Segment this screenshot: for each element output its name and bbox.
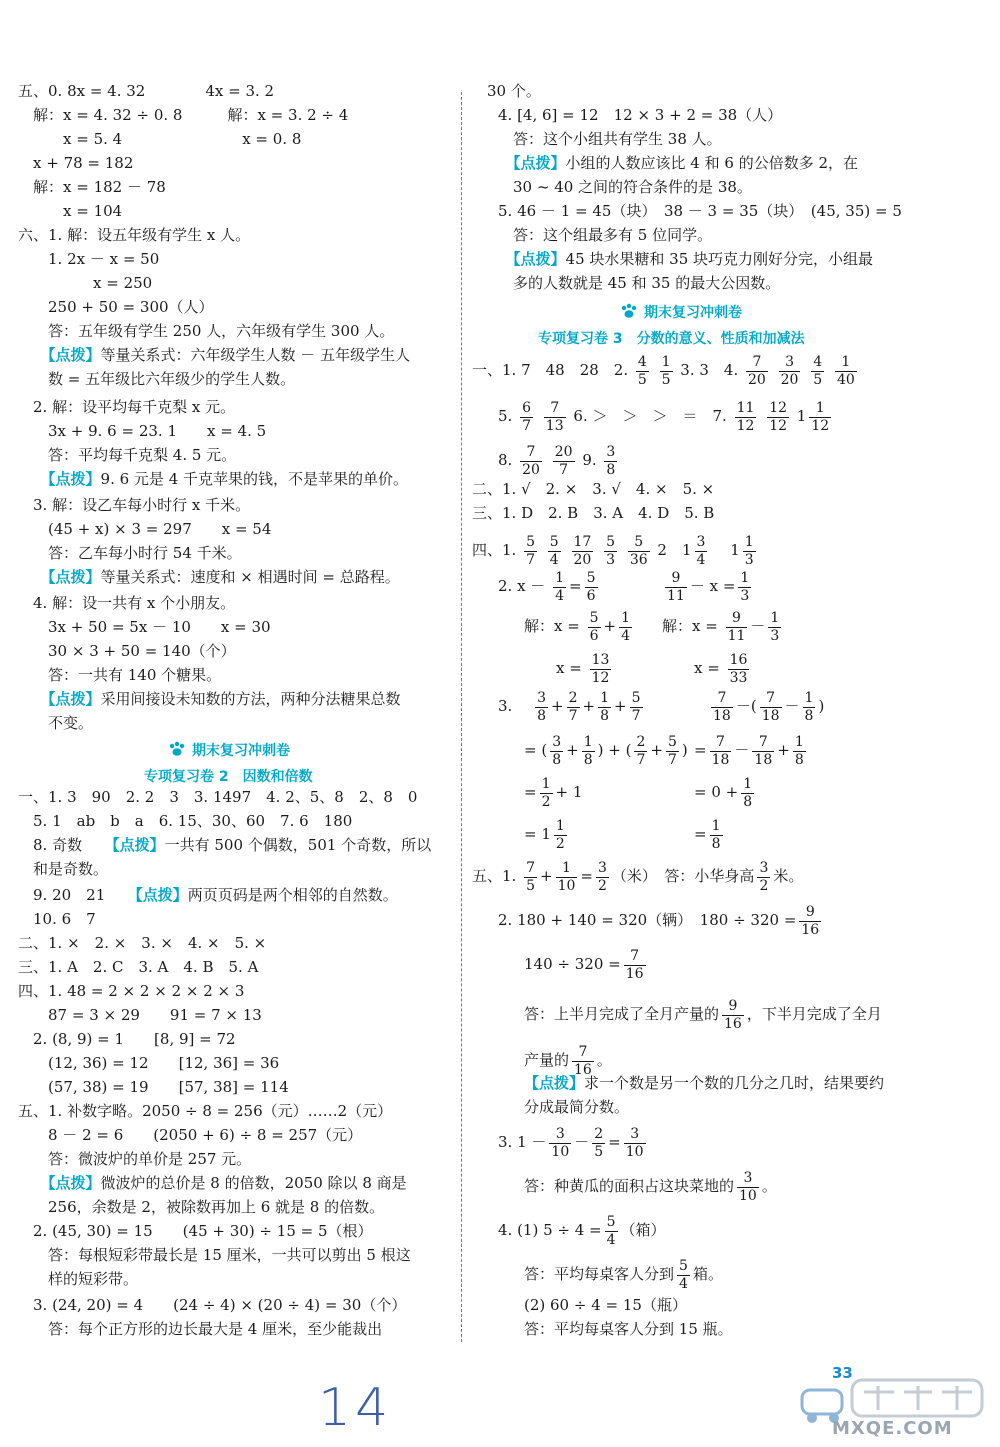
tip-text: 等量关系式：六年级学生人数 － 五年级学生人 [100,346,411,364]
answer-line: 五、1. 补数字略。2050 ÷ 8 = 256（元）……2（元） [18,1102,393,1120]
eq-line: 250 + 50 = 300（人） [18,298,214,316]
answer-line: 四、1. 48 = 2 × 2 × 2 × 2 × 3 [18,982,245,1000]
answer-row: $\frac{9}{11}$ － x = $\frac{1}{3}$ [667,569,750,604]
answer-text: 产量的 [524,1051,570,1069]
answer-text: （箱） [620,1221,666,1239]
watermark-text: MXQE.COM [832,1418,953,1439]
tip-line [18,1172,407,1194]
fraction: $\frac{4}{5}$ [637,353,647,388]
answer-row [498,900,824,940]
tip-label: 【点拨】 [135,886,188,904]
fraction: $\frac{7}{16}$ [625,947,644,982]
fraction: $\frac{7}{18}$ [761,689,780,724]
answer-row [556,648,614,688]
answer-text: 9. 20 21 [18,886,106,904]
answer-line: (12, 36) = 12 [12, 36] = 36 [18,1054,280,1072]
tip-line: 多的人数就是 45 和 35 的最大公因数。 [498,274,781,292]
handwritten-page-number: 14 [318,1378,393,1438]
answer-text: （米） 答：小华身高 [611,867,755,885]
answer-line: 10. 6 7 [18,910,96,928]
eq-line: 五、0. 8x = 4. 32 4x = 3. 2 [18,82,275,100]
tip-label: 【点拨】 [513,154,566,172]
fraction: $\frac{7}{5}$ [526,859,536,894]
heading-text: 期末复习冲刺卷 [192,743,290,759]
tip-line [18,566,400,588]
answer-text: 答：种黄瓜的面积占这块菜地的 [524,1177,735,1195]
fraction: $\frac{3}{10}$ [551,1125,570,1160]
fraction: $\frac{1}{5}$ [661,353,671,388]
answer-row: 2. x － $\frac{1}{4}$ = $\frac{5}{6}$ [498,569,596,604]
tip-line: 256，余数是 2，被除数再加上 6 就是 8 的倍数。 [18,1198,385,1216]
answer-text: 8. [498,451,513,469]
tip-line: 数 = 五年级比六年级少的学生人数。 [18,370,296,388]
answer-text: 140 ÷ 320 = [524,955,621,973]
fraction: $\frac{1}{12}$ [811,399,830,434]
fraction: $\frac{3}{8}$ [606,443,616,478]
fraction: $\frac{5}{4}$ [606,1213,616,1248]
answer-row [694,648,752,688]
answer-line: 六、1. 解：设五年级有学生 x 人。 [18,226,251,244]
eq-line: 1. 2x － x = 50 [18,250,160,268]
answer-line: 二、1. × 2. × 3. × 4. × 5. × [18,934,267,952]
answer-row: = $\frac{1}{2}$ + 1 [524,775,583,810]
answer-line: 答：微波炉的单价是 257 元。 [18,1150,252,1168]
answer-text: 4. (1) 5 ÷ 4 = [498,1221,602,1239]
fraction: $\frac{7}{18}$ [713,689,731,724]
fraction: $\frac{1}{4}$ [621,609,630,644]
answer-line: 87 = 3 × 29 91 = 7 × 13 [18,1006,262,1024]
eq-line: x + 78 = 182 [18,154,134,172]
fraction: $\frac{3}{2}$ [759,859,769,894]
answer-text: x = [694,659,720,677]
tip-text: 微波炉的总价是 8 的倍数，2050 除以 8 商是 [100,1174,407,1192]
answer-line: 一、1. 3 90 2. 2 3 3. 1497 4. 2、5、8 2、8 0 [18,788,418,806]
answer-text: 8. 奇数 [18,836,83,854]
fraction: $\frac{1}{10}$ [557,859,576,894]
tip-text: 9. 6 元是 4 千克苹果的钱，不是苹果的单价。 [100,470,409,488]
eq-line: (45 + x) × 3 = 297 x = 54 [18,520,272,538]
answer-line: 答：这个小组共有学生 38 人。 [498,130,722,148]
answer-row [694,814,726,854]
answer-line [18,884,398,906]
answer-text: 五、1. [472,867,517,885]
fraction: $\frac{9}{11}$ [667,569,685,604]
tip-label: 【点拨】 [513,250,566,268]
answer-text: 5. [498,407,513,425]
fraction: $\frac{1}{2}$ [541,775,551,810]
answer-line: 4. 解：设一共有 x 个小朋友。 [18,594,236,612]
answer-line: 答：一共有 140 个糖果。 [18,666,222,684]
answer-line: 答：五年级有学生 250 人，六年级有学生 300 人。 [18,322,395,340]
answer-line: 三、1. D 2. B 3. A 4. D 5. B [472,504,715,522]
answer-text: 箱。 [692,1265,723,1283]
answer-row [524,1254,723,1294]
tip-line [18,344,410,366]
answer-text: 解：x = [662,617,718,635]
fraction: $\frac{2}{5}$ [594,1125,604,1160]
answer-text: 解：x = [524,617,580,635]
fraction: $\frac{3}{8}$ [552,733,562,768]
eq-line: x = 104 [18,202,123,220]
answer-row: 3. $\frac{3}{8}$ + $\frac{2}{7}$ + $\frac{1}{8}$ + $\frac{5}{7}$ [498,689,641,724]
answer-text: 答：平均每桌客人分到 [524,1265,675,1283]
answer-row: 5. $\frac{6}{7}$ $\frac{7}{13}$ 6. ＞ ＞ ＞ ＝ 7. $\frac{11}{12}$ $\frac{12}{12}$ 1 $\frac{1}{12}$ [498,399,830,434]
fraction: $\frac{5}{4}$ [679,1257,688,1292]
answer-line: 和是奇数。 [18,860,109,878]
answer-line: 3. (24, 20) = 4 (24 ÷ 4) × (20 ÷ 4) = 30（个） [18,1296,407,1314]
answer-text: 3. 3 4. [680,361,739,379]
tip-label: 【点拨】 [112,836,165,854]
tip-line [498,152,858,174]
fraction: $\frac{1}{8}$ [804,689,814,724]
tip-text: 45 块水果糖和 35 块巧克力刚好分完，小组最 [565,250,874,268]
tip-line [498,248,873,270]
tip-line: 分成最简分数。 [524,1098,630,1116]
fraction: $\frac{3}{2}$ [598,859,607,894]
answer-line: 样的短彩带。 [18,1270,139,1288]
answer-text: 3. [498,697,513,715]
fraction: $\frac{5}{7}$ [631,689,641,724]
tip-text: 求一个数是另一个数的几分之几时，结果要约 [584,1074,885,1092]
answer-line: 30 个。 [472,82,541,100]
answer-line: 答：平均每千克梨 4. 5 元。 [18,446,237,464]
fraction: $\frac{1}{40}$ [836,353,855,388]
fraction: $\frac{3}{10}$ [625,1125,644,1160]
tip-label: 【点拨】 [48,1174,101,1192]
tip-line [18,468,408,490]
answer-line: 4. [4, 6] = 12 12 × 3 + 2 = 38（人） [498,106,783,124]
fraction: $\frac{7}{20}$ [522,443,540,478]
fraction: $\frac{5}{4}$ [549,533,559,568]
fraction: $\frac{5}{7}$ [667,733,677,768]
tip-text: 两页页码是两个相邻的自然数。 [187,886,398,904]
fraction: $\frac{1}{8}$ [583,733,593,768]
fraction: $\frac{7}{13}$ [545,399,564,434]
answer-line: 3. 解：设乙车每小时行 x 千米。 [18,496,251,514]
answer-line: 2. (45, 30) = 15 (45 + 30) ÷ 15 = 5（根） [18,1222,373,1240]
answer-row: 3. 1 － $\frac{3}{10}$ － $\frac{2}{5}$ = $\frac{3}{10}$ [498,1125,644,1160]
answer-line: 2. 解：设平均每千克梨 x 元。 [18,398,236,416]
answer-text: 2 1 [657,541,692,559]
fraction: $\frac{6}{7}$ [522,399,532,434]
answer-row: $\frac{7}{18}$ －( $\frac{7}{18}$ － $\frac{1}{8}$ ) [713,689,825,724]
column-divider [461,92,462,1342]
answer-row [498,1210,666,1250]
answer-row [524,994,882,1034]
fraction: $\frac{5}{6}$ [589,609,599,644]
answer-text: 1 [730,541,740,559]
fraction: $\frac{2}{7}$ [568,689,578,724]
eq-line: 30 × 3 + 50 = 140（个） [18,642,236,660]
answer-text: = 1 [524,825,551,843]
answer-row [524,814,570,854]
fraction: $\frac{20}{7}$ [554,443,573,478]
fraction: $\frac{7}{18}$ [711,733,730,768]
answer-line: 答：每根短彩带最长是 15 厘米，一共可以剪出 5 根这 [18,1246,411,1264]
fraction: $\frac{3}{4}$ [696,533,706,568]
paw-icon [168,741,186,757]
answer-text: 6. ＞ ＞ ＞ ＝ 7. [573,407,727,425]
tip-line [18,688,401,710]
fraction: $\frac{5}{36}$ [629,533,648,568]
fraction: $\frac{3}{8}$ [537,689,547,724]
answer-text: = [694,825,707,843]
answer-line: 5. 1 ab b a 6. 15、30、60 7. 6 180 [18,812,353,830]
answer-line: 5. 46 － 1 = 45（块） 38 － 3 = 35（块） (45, 35) = 5 [498,202,902,220]
answer-line: 2. (8, 9) = 1 [8, 9] = 72 [18,1030,236,1048]
tip-label: 【点拨】 [48,568,101,586]
fraction: $\frac{1}{8}$ [711,817,721,852]
heading-text: 期末复习冲刺卷 [644,305,742,321]
tip-text: 等量关系式：速度和 × 相遇时间 = 总路程。 [100,568,400,586]
answer-row: = $\frac{7}{18}$ － $\frac{7}{18}$ + $\frac{1}{8}$ [694,733,804,768]
fraction: $\frac{1}{3}$ [744,533,754,568]
section-heading [168,740,290,760]
answer-line: 答：这个组最多有 5 位同学。 [498,226,713,244]
section-subheading: 专项复习卷 3 分数的意义、性质和加减法 [538,331,805,347]
eq-line: 3x + 9. 6 = 23. 1 x = 4. 5 [18,422,267,440]
fraction: $\frac{1}{3}$ [740,569,750,604]
fraction: $\frac{16}{33}$ [729,651,748,686]
fraction: $\frac{5}{3}$ [606,533,616,568]
fraction: $\frac{5}{7}$ [526,533,536,568]
answer-row [472,530,759,570]
fraction: $\frac{4}{5}$ [813,353,823,388]
tip-label: 【点拨】 [48,470,101,488]
eq-line: 3x + 50 = 5x － 10 x = 30 [18,618,271,636]
answer-text: 。 [596,1051,612,1069]
tip-text: 小组的人数应该比 4 和 6 的公倍数多 2，在 [565,154,859,172]
answer-line: 三、1. A 2. C 3. A 4. B 5. A [18,958,259,976]
fraction: $\frac{1}{3}$ [770,609,780,644]
answer-row: 解：x = $\frac{9}{11}$ － $\frac{1}{3}$ [662,609,780,644]
fraction: $\frac{9}{11}$ [727,609,746,644]
answer-text: 四、1. [472,541,517,559]
answer-line: 答：每个正方形的边长最大是 4 厘米，至少能裁出 [18,1320,383,1338]
fraction: $\frac{11}{12}$ [736,399,755,434]
eq-line: 解：x = 4. 32 ÷ 0. 8 解：x = 3. 2 ÷ 4 [18,106,349,124]
answer-row [498,440,620,480]
answer-text: 。 [761,1177,777,1195]
tip-line: 30 ~ 40 之间的符合条件的是 38。 [498,178,752,196]
eq-line: x = 250 [18,274,153,292]
tip-line [524,1072,884,1094]
fraction: $\frac{5}{6}$ [586,569,596,604]
fraction: $\frac{17}{20}$ [573,533,592,568]
fraction: $\frac{7}{18}$ [754,733,773,768]
answer-text: = ( [524,741,548,759]
tip-label: 【点拨】 [524,1074,585,1092]
answer-text: 一、1. 7 48 28 2. [472,361,629,379]
answer-line: 答：平均每桌客人分到 15 瓶。 [524,1320,733,1338]
fraction: $\frac{1}{8}$ [600,689,610,724]
answer-text: 2. 180 + 140 = 320（辆） 180 ÷ 320 = [498,911,797,929]
answer-row [524,1166,777,1206]
tip-text: 采用间接设未知数的方法，两种分法糖果总数 [100,690,401,708]
answer-text: 答：上半月完成了全月产量的 [524,1005,720,1023]
fraction: $\frac{2}{7}$ [636,733,646,768]
fraction: $\frac{7}{20}$ [748,353,766,388]
answer-line: 答：乙车每小时行 54 千米。 [18,544,242,562]
fraction: $\frac{1}{8}$ [743,775,753,810]
answer-row: 解：x = $\frac{5}{6}$ + $\frac{1}{4}$ [524,609,630,644]
answer-line: (57, 38) = 19 [57, 38] = 114 [18,1078,289,1096]
answer-row [472,350,860,390]
fraction: $\frac{1}{2}$ [555,817,565,852]
answer-line: (2) 60 ÷ 4 = 15（瓶） [524,1296,687,1314]
paw-icon [620,303,638,319]
eq-line: 解：x = 182 － 78 [18,178,166,196]
answer-row [524,944,649,984]
tip-label: 【点拨】 [48,346,101,364]
fraction: $\frac{9}{16}$ [801,903,820,938]
answer-text: 3. 1 － [498,1133,547,1151]
answer-text: x = [556,659,582,677]
fraction: $\frac{7}{16}$ [574,1043,592,1078]
fraction: $\frac{12}{12}$ [769,399,788,434]
fraction: $\frac{13}{12}$ [591,651,610,686]
answer-text: = 0 + [694,783,739,801]
answer-text: 米。 [773,867,804,885]
tip-label: 【点拨】 [48,690,101,708]
page-badge: 33 [832,1364,853,1382]
fraction: $\frac{3}{10}$ [739,1169,757,1204]
section-heading [620,302,742,322]
answer-line [18,834,431,856]
fraction: $\frac{9}{16}$ [724,997,742,1032]
tip-text: 一共有 500 个偶数，501 个奇数，所以 [164,836,432,854]
answer-line: 二、1. √ 2. × 3. √ 4. × 5. × [472,480,715,498]
fraction: $\frac{3}{20}$ [780,353,799,388]
answer-row [694,772,757,812]
section-subheading: 专项复习卷 2 因数和倍数 [144,769,313,785]
fraction: $\frac{1}{8}$ [794,733,804,768]
answer-row: 五、1. $\frac{7}{5}$ + $\frac{1}{10}$ = $\frac{3}{2}$ （米） 答：小华身高 $\frac{3}{2}$ 米。 [472,859,804,894]
answer-text: 2. x － [498,577,546,595]
answer-row: = ( $\frac{3}{8}$ + $\frac{1}{8}$ ) + ( $\frac{2}{7}$ + $\frac{5}{7}$ ) [524,733,688,768]
answer-text: 9. [582,451,597,469]
answer-text: ，下半月完成了全月 [746,1005,882,1023]
eq-line: x = 5. 4 x = 0. 8 [18,130,302,148]
answer-line: 8 － 2 = 6 (2050 + 6) ÷ 8 = 257（元） [18,1126,363,1144]
fraction: $\frac{1}{4}$ [555,569,565,604]
answer-text: = [524,783,537,801]
tip-line: 不变。 [18,714,94,732]
